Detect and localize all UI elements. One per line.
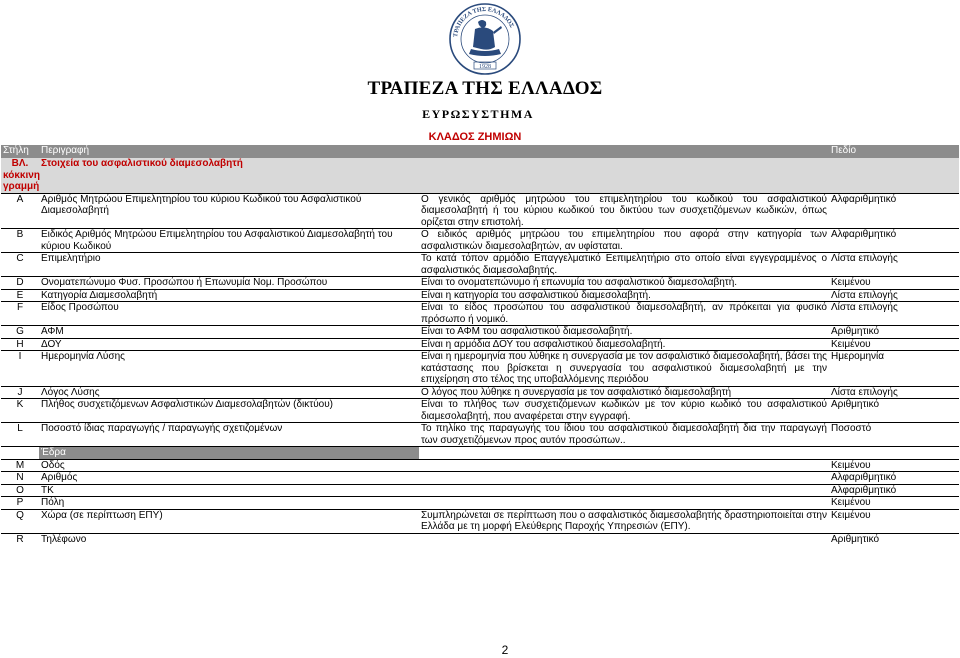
bank-logo-icon <box>447 2 523 76</box>
cell-description <box>419 533 829 545</box>
table-row <box>1 497 959 510</box>
cell-column: M <box>1 459 39 472</box>
cell-description: Ο ειδικός αριθμός μητρώου του επιμελητηρίου που αφορά στην κατηγορία των ασφαλιστικών διαμεσολαβητών, αν υφίσταται. <box>421 229 827 252</box>
cell-field: Αριθμητικό <box>829 399 959 423</box>
cell-description: Συμπληρώνεται σε περίπτωση που ο ασφαλιστικός διαμεσολαβητής δραστηριοποιείται στην Ελλάδα με τη μορφή Ελεύθερης Παροχής Υπηρεσιών (ΕΠΥ). <box>421 509 827 532</box>
cell-field: Αριθμητικό <box>829 533 959 545</box>
cell-column: Q <box>1 509 39 533</box>
subheader-row <box>1 158 959 193</box>
cell-column: J <box>1 386 39 399</box>
column-header-description: Περιγραφή <box>39 145 419 158</box>
cell-column: H <box>1 338 39 351</box>
cell-column: A <box>1 193 39 229</box>
logo-text: ΤΡΑΠΕΖΑ ΤΗΣ ΕΛΛΑΔΟΣ <box>452 5 516 38</box>
cell-name: Οδός <box>39 459 419 472</box>
table-row <box>1 399 959 423</box>
cell-name: Ονοματεπώνυμο Φυσ. Προσώπου ή Επωνυμία Νομ. Προσώπου <box>39 277 419 290</box>
cell-field: Ημερομηνία <box>829 351 959 387</box>
cell-column: F <box>1 302 39 326</box>
cell-description: Ο γενικός αριθμός μητρώου του επιμελητηρίου του κωδικού του ασφαλιστικού διαμεσολαβητή ή του κύριου κωδικού του δικτύου των συσχετιζόμενων κωδικών, όπως ορίζεται στην επιστολή. <box>421 193 827 228</box>
edra-label: Έδρα <box>39 447 419 460</box>
cell-field: Λίστα επιλογής <box>829 289 959 302</box>
table-row <box>1 423 959 447</box>
cell-name: Χώρα (σε περίπτωση ΕΠΥ) <box>39 509 419 533</box>
cell-field: Λίστα επιλογής <box>829 253 959 277</box>
cell-name: Αριθμός <box>39 472 419 485</box>
cell-description: Είναι το ΑΦΜ του ασφαλιστικού διαμεσολαβητή. <box>419 326 829 339</box>
cell-field: Λίστα επιλογής <box>829 302 959 326</box>
cell-name: Είδος Προσώπου <box>39 302 419 326</box>
table-row <box>1 289 959 302</box>
cell-name: ΔΟΥ <box>39 338 419 351</box>
cell-column: G <box>1 326 39 339</box>
cell-description <box>419 459 829 472</box>
table-row <box>1 326 959 339</box>
cell-name: Επιμελητήριο <box>39 253 419 277</box>
cell-field: Κειμένου <box>829 338 959 351</box>
cell-description: Το κατά τόπον αρμόδιο Επαγγελματικό Εεπιμελητήριο στο οποίο είναι εγγεγραμμένος ο ασφαλιστικός διαμεσολαβητής. <box>421 253 827 276</box>
cell-description: Είναι το ονοματεπώνυμο ή επωνυμία του ασφαλιστικού διαμεσολαβητή. <box>419 277 829 290</box>
cell-description: Είναι η αρμόδια ΔΟΥ του ασφαλιστικού διαμεσολαβητή. <box>419 338 829 351</box>
cell-description: Το πηλίκο της παραγωγής του ίδιου του ασφαλιστικού διαμεσολαβητή δια την παραγωγή των συσχετιζόμενων προς αυτόν προσώπων.. <box>421 423 827 446</box>
cell-name: Τηλέφωνο <box>39 533 419 545</box>
section-title: ΚΛΑΔΟΣ ΖΗΜΙΩΝ <box>428 131 522 143</box>
table-row <box>1 484 959 497</box>
cell-description: Είναι το πλήθος των συσχετιζόμενων κωδικών με τον κύριο κωδικό του ασφαλιστικού διαμεσολαβητή, που αναφέρεται στην εγγραφή. <box>421 399 827 422</box>
cell-name: ΑΦΜ <box>39 326 419 339</box>
logo-year: 1928 <box>479 64 491 70</box>
cell-description <box>419 497 829 510</box>
cell-name: Ημερομηνία Λύσης <box>39 351 419 387</box>
cell-field: Αλφαριθμητικό <box>829 193 959 229</box>
cell-description: Είναι το είδος προσώπου του ασφαλιστικού διαμεσολαβητή, αν πρόκειται για φυσικό πρόσωπο ή νομικό. <box>421 302 827 325</box>
table-row <box>1 253 959 277</box>
page-number: 2 <box>501 643 509 657</box>
column-header-column: Στήλη <box>1 145 39 158</box>
cell-field: Κειμένου <box>829 459 959 472</box>
subheader-key: ΒΛ. κόκκινη γραμμή <box>3 158 40 192</box>
table-row <box>1 459 959 472</box>
cell-description: Ο λόγος που λύθηκε η συνεργασία με τον ασφαλιστικό διαμεσολαβητή <box>419 386 829 399</box>
cell-column: L <box>1 423 39 447</box>
cell-field: Αριθμητικό <box>829 326 959 339</box>
cell-column: C <box>1 253 39 277</box>
table-row <box>1 338 959 351</box>
table-row <box>1 193 959 229</box>
cell-column: I <box>1 351 39 387</box>
cell-name: Πόλη <box>39 497 419 510</box>
system-name: ΕΥΡΩΣΥΣΤΗΜΑ <box>422 107 534 121</box>
subheader-title: Στοιχεία του ασφαλιστικού διαμεσολαβητή <box>39 158 959 193</box>
cell-name: Αριθμός Μητρώου Επιμελητηρίου του κύριου Κωδικού του Ασφαλιστικού Διαμεσολαβητή <box>39 193 419 229</box>
cell-field: Λίστα επιλογής <box>829 386 959 399</box>
table-row <box>1 386 959 399</box>
cell-field: Ποσοστό <box>829 423 959 447</box>
cell-name: Πλήθος συσχετιζόμενων Ασφαλιστικών Διαμεσολαβητών (δικτύου) <box>39 399 419 423</box>
cell-field: Κειμένου <box>829 497 959 510</box>
cell-column: E <box>1 289 39 302</box>
fields-table <box>1 145 959 545</box>
cell-column: R <box>1 533 39 545</box>
cell-column: P <box>1 497 39 510</box>
table-row <box>1 472 959 485</box>
cell-description <box>419 472 829 485</box>
cell-name: ΤΚ <box>39 484 419 497</box>
cell-name: Κατηγορία Διαμεσολαβητή <box>39 289 419 302</box>
cell-description: Είναι η ημερομηνία που λύθηκε η συνεργασία με τον ασφαλιστικό διαμεσολαβητή, βάσει της κατάστασης που βρίσκεται η συνεργασία του ασφαλιστικού διαμεσολαβητή με την επιχείρηση στο τέλος της υποβαλλόμενης περιόδου <box>421 351 827 385</box>
table-row <box>1 509 959 533</box>
cell-field: Αλφαριθμητικό <box>829 472 959 485</box>
cell-column: D <box>1 277 39 290</box>
cell-description <box>419 484 829 497</box>
table-row <box>1 302 959 326</box>
table-header-row <box>1 145 959 158</box>
table-row <box>1 277 959 290</box>
column-header-field: Πεδίο <box>829 145 959 158</box>
cell-name: Ειδικός Αριθμός Μητρώου Επιμελητηρίου του Ασφαλιστικού Διαμεσολαβητή του κύριου Κωδικού <box>39 229 419 253</box>
cell-column: K <box>1 399 39 423</box>
cell-description: Είναι η κατηγορία του ασφαλιστικού διαμεσολαβητή. <box>419 289 829 302</box>
cell-name: Ποσοστό ίδιας παραγωγής / παραγωγής σχετιζομένων <box>39 423 419 447</box>
cell-field: Αλφαριθμητικό <box>829 229 959 253</box>
cell-field: Κειμένου <box>829 277 959 290</box>
table-row <box>1 533 959 545</box>
cell-column: O <box>1 484 39 497</box>
cell-name: Λόγος Λύσης <box>39 386 419 399</box>
cell-column: B <box>1 229 39 253</box>
bank-name: ΤΡΑΠΕΖΑ ΤΗΣ ΕΛΛΑΔΟΣ <box>367 78 603 99</box>
table-row <box>1 229 959 253</box>
edra-row <box>1 447 959 460</box>
cell-column: N <box>1 472 39 485</box>
cell-field: Αλφαριθμητικό <box>829 484 959 497</box>
cell-field: Κειμένου <box>829 509 959 533</box>
table-row <box>1 351 959 387</box>
